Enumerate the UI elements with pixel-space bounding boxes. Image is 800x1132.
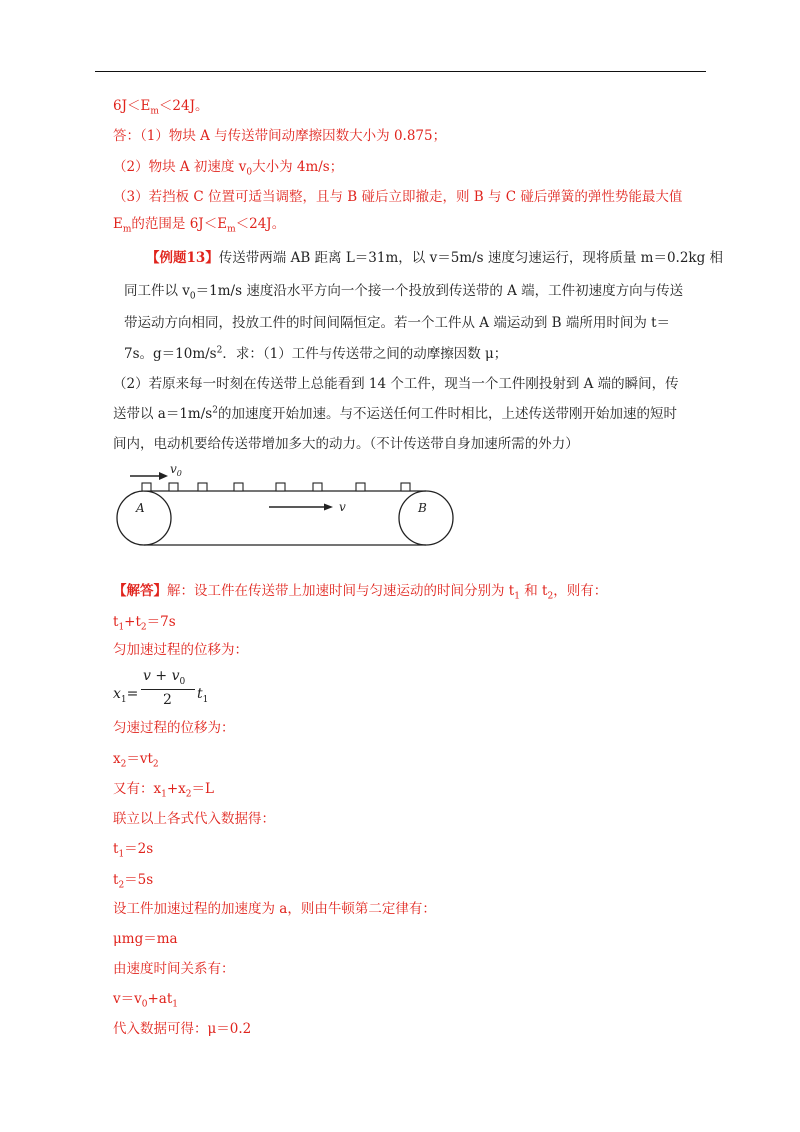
workpiece [313,483,322,491]
workpiece [234,483,243,491]
answer-line: （2）物块 A 初速度 $v_0$大小为 4m/s； [113,159,344,178]
formula-lhs: $x_1=$ [113,686,139,705]
workpiece [276,483,285,491]
solution-tag: 【解答】 [113,583,167,599]
solution-intro: 【解答】解：设工件在传送带上加速时间与匀速运动的时间分别为 $t_1$ 和 $t_2$，则有： [113,583,608,602]
solution-line: 设工件加速过程的加速度为 a，则由牛顿第二定律有： [113,901,436,917]
workpieces [142,483,410,491]
workpiece [401,483,410,491]
solution-line: 又有：$x_1+x_2=L$ [113,781,214,800]
formula-numerator: $v + v_0$ [143,668,186,687]
solution-line: $t_2=5s$ [113,872,154,891]
answer-line: 答：（1）物块 A 与传送带间动摩擦因数大小为 0.875； [113,128,447,144]
solution-line: 联立以上各式代入数据得： [113,811,275,827]
fraction-bar [141,689,195,690]
v0-label: $v_0$ [170,462,182,478]
solution-line: μmg＝ma [113,931,178,947]
text-line: $6J<E_m<24J$。 [113,98,209,117]
example-line: 7s。$g=10m/s^2$．求：（1）工件与传送带之间的动摩擦因数 μ； [124,345,508,362]
workpiece [142,483,151,491]
conveyor-belt-diagram [110,462,460,552]
v-arrowhead [324,504,333,511]
example-line: 送带以 $a=1m/s^2$的加速度开始加速。与不运送任何工件时相比，上述传送带刚开始加速的短时 [113,405,677,422]
header-rule [95,71,706,72]
example-line: 带运动方向相同，投放工件的时间间隔恒定。若一个工件从 A 端运动到 B 端所用时间为 t＝ [124,315,671,331]
example-line: 间内，电动机要给传送带增加多大的动力。（不计传送带自身加速所需的外力） [113,436,579,452]
workpiece [356,483,365,491]
solution-line: 由速度时间关系有： [113,961,235,977]
example-line: （2）若原来每一时刻在传送带上总能看到 14 个工件，现当一个工件刚投射到 A 端的瞬间，传 [113,376,679,392]
v0-arrowhead [159,472,168,480]
example-tag: 【例题13】 [146,250,219,266]
answer-line: $E_m$的范围是 $6J<E_m<24J$。 [113,216,286,235]
v-label: v [339,500,346,514]
label-b: B [418,501,427,515]
solution-line: $t_1+t_2=7s$ [113,614,176,633]
formula-denominator: 2 [163,692,172,708]
example-line: 同工件以 $v_0=1m/s$ 速度沿水平方向一个接一个投放到传送带的 A 端，工件初速度方向与传送 [124,283,684,302]
solution-line: 匀加速过程的位移为： [113,642,248,658]
formula-tail: $t_1$ [197,686,209,705]
pulley-a [117,491,171,545]
solution-line: 匀速过程的位移为： [113,720,235,736]
solution-line: $x_2=vt_2$ [113,751,159,770]
solution-line: $v=v_0+at_1$ [113,991,179,1010]
example-line: 【例题13】传送带两端 AB 距离 L＝31m，以 v＝5m/s 速度匀速运行，现将质量 m＝0.2kg 相 [146,250,724,266]
workpiece [198,483,207,491]
answer-line: （3）若挡板 C 位置可适当调整，且与 B 碰后立即撤走，则 B 与 C 碰后弹簧的弹性势能最大值 [113,189,683,205]
pulley-b [399,491,453,545]
label-a: A [136,501,145,515]
solution-line: $t_1=2s$ [113,841,154,860]
solution-line: 代入数据可得：μ＝0.2 [113,1021,252,1037]
workpiece [169,483,178,491]
